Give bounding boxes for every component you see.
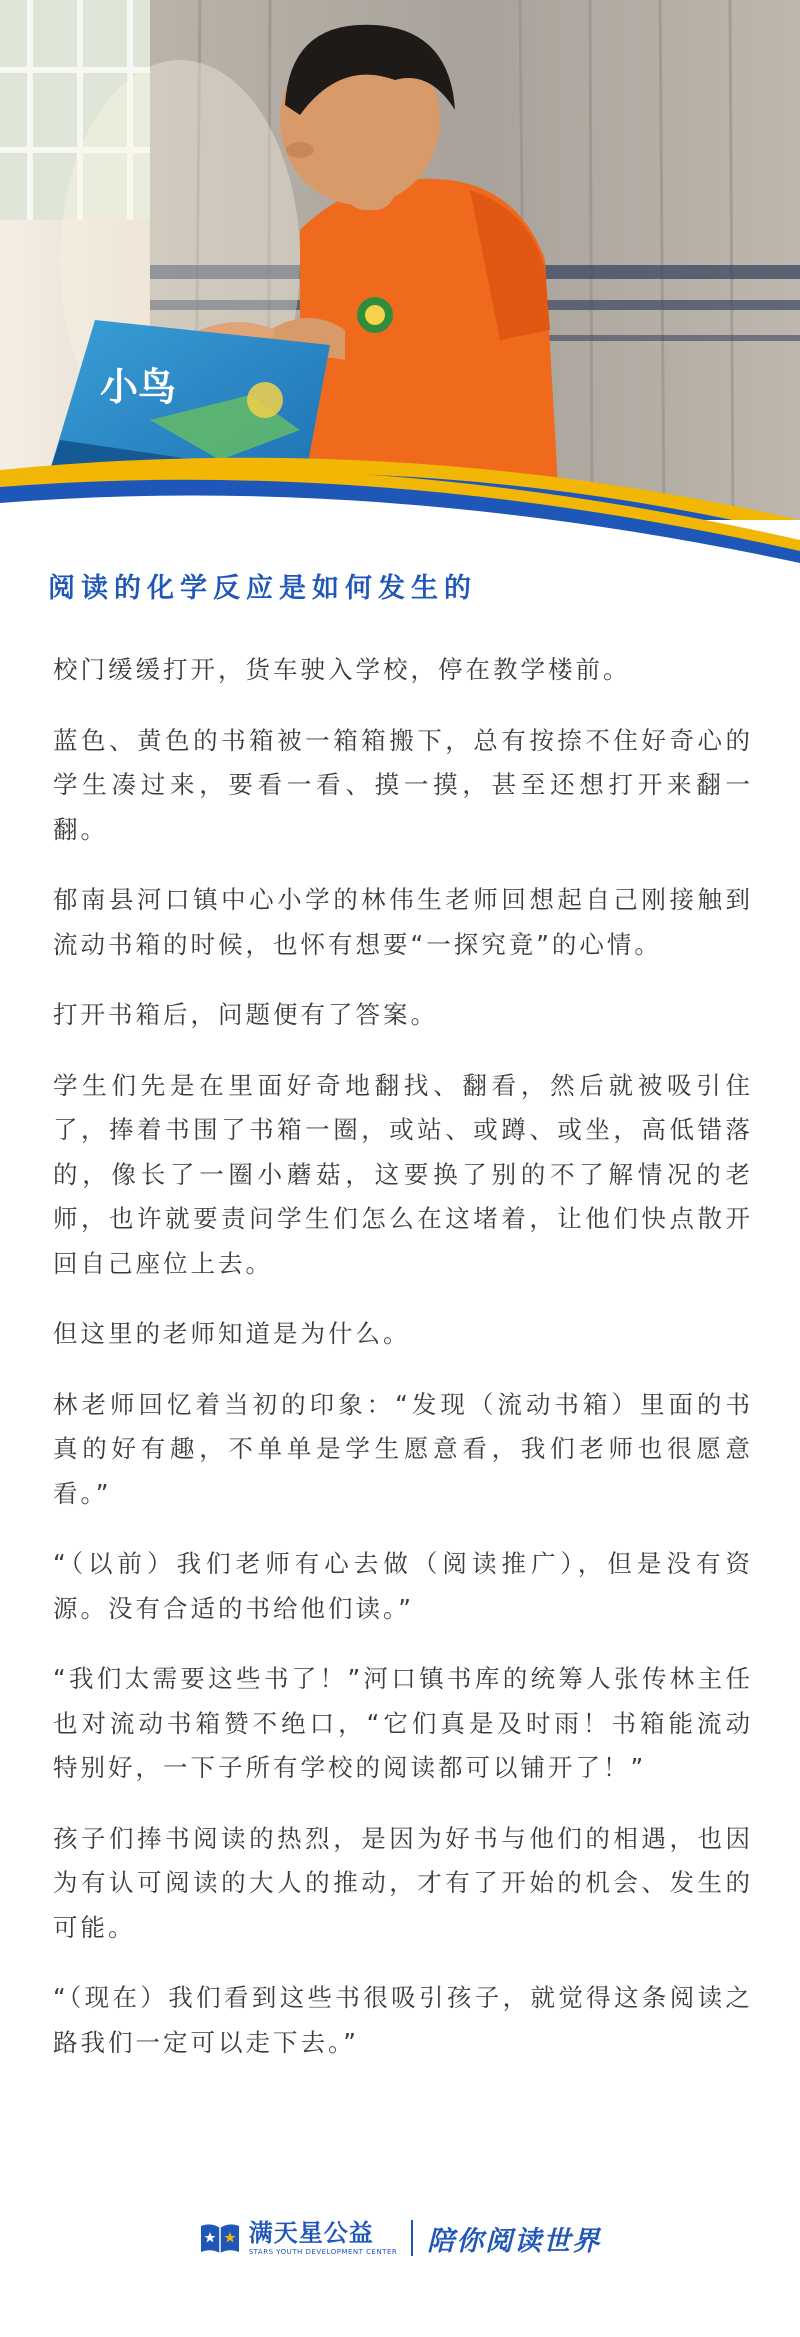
brand-logo-block [199, 2219, 398, 2257]
paragraph: 但这里的老师知道是为什么。 [53, 1319, 411, 1348]
article-body [53, 648, 753, 2091]
paragraph: 林老师回忆着当初的印象：“发现（流动书箱）里面的书真的好有趣，不单单是学生愿意看，我们老师也很愿意看。” [53, 1389, 753, 1508]
brand-subtitle: STARS YOUTH DEVELOPMENT CENTER [248, 2248, 398, 2256]
hero-photo [0, 0, 800, 520]
paragraph: 打开书箱后，问题便有了答案。 [53, 1000, 438, 1029]
footer-slogan: 陪你阅读世界 [427, 2225, 602, 2257]
paragraph: “（以前）我们老师有心去做（阅读推广），但是没有资源。没有合适的书给他们读。” [53, 1549, 753, 1623]
footer [0, 2208, 800, 2268]
header-wave [0, 455, 800, 565]
paragraph: 学生们先是在里面好奇地翻找、翻看，然后就被吸引住了，捧着书围了书箱一圈，或站、或蹲、或坐，高低错落的，像长了一圈小蘑菇，这要换了别的不了解情况的老师，也许就要责问学生们怎么在这堵着，让他们快点散开回自己座位上去。 [53, 1070, 753, 1278]
paragraph: 蓝色、黄色的书箱被一箱箱搬下，总有按捺不住好奇心的学生凑过来，要看一看、摸一摸，甚至还想打开来翻一翻。 [53, 725, 753, 844]
article-title: 阅读的化学反应是如何发生的 [48, 573, 477, 604]
book-star-icon [199, 2220, 241, 2256]
paragraph: 孩子们捧书阅读的热烈，是因为好书与他们的相遇，也因为有认可阅读的大人的推动，才有了开始的机会、发生的可能。 [53, 1823, 753, 1942]
footer-divider [411, 2220, 413, 2256]
paragraph: “我们太需要这些书了！”河口镇书库的统筹人张传林主任也对流动书箱赞不绝口，“它们真是及时雨！书箱能流动特别好，一下子所有学校的阅读都可以铺开了！” [53, 1664, 753, 1782]
paragraph: 郁南县河口镇中心小学的林伟生老师回想起自己刚接触到流动书箱的时候，也怀有想要“一探究竟”的心情。 [53, 885, 753, 959]
paragraph: 校门缓缓打开，货车驶入学校，停在教学楼前。 [53, 655, 631, 684]
book-cover-title: 小鸟 [100, 365, 177, 409]
brand-name: 满天星公益 [248, 2219, 374, 2247]
paragraph: “（现在）我们看到这些书很吸引孩子，就觉得这条阅读之路我们一定可以走下去。” [53, 1983, 753, 2057]
